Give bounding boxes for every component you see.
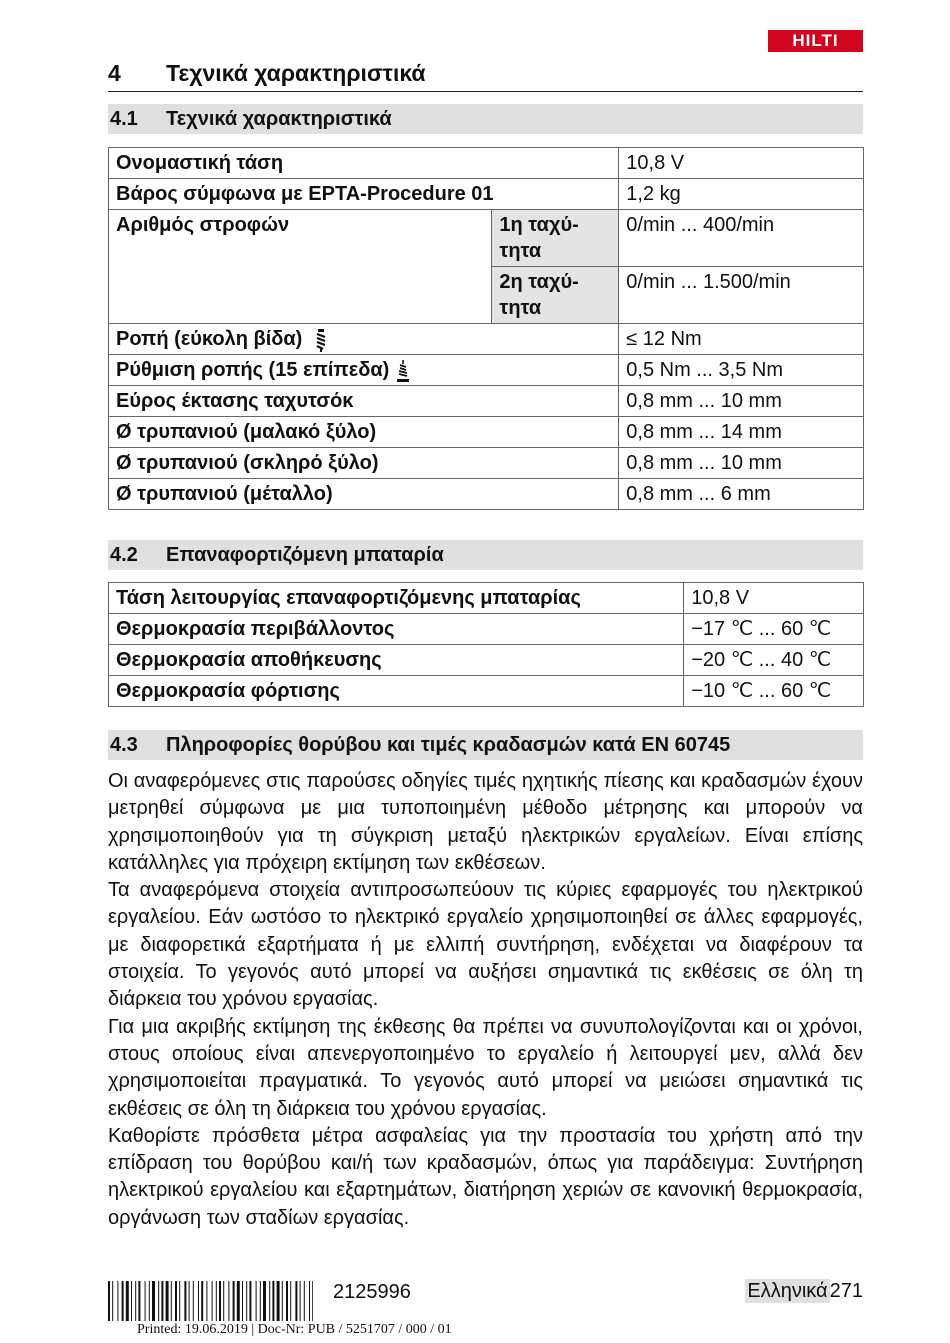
row-label: Αριθμός στροφών [109,210,492,324]
paragraph: Οι αναφερόμενες στις παρούσες οδηγίες τιμές ηχητικής πίεσης και κραδασμών έχουν μετρηθεί σύμφωνα με μια τυποποιημένη μέθοδο μέτρησης και μπορούν να χρησιμοποιηθούν για τη σύγκριση μεταξύ ηλεκτρικών εργαλείων. Είναι επίσης κατάλληλες για πρόχειρη εκτίμηση των εκθέσεων. [108,770,863,874]
row-value: 0,8 mm ... 6 mm [619,479,864,510]
row-label: Ονομαστική τάση [109,148,619,179]
table-row [109,179,864,210]
print-info: Printed: 19.06.2019 | Doc-Nr: PUB / 5251707 / 000 / 01 [137,1322,452,1337]
row-label: Θερμοκρασία αποθήκευσης [109,645,684,676]
screw-icon [314,328,328,352]
row-value: 1,2 kg [619,179,864,210]
technical-data-table [108,147,864,510]
table-row [109,148,864,179]
row-label: Ρύθμιση ροπής (15 επίπεδα) [116,359,390,381]
chapter-heading [108,58,863,92]
barcode [108,1281,313,1321]
section-title: Τεχνικά χαρακτηριστικά [166,108,392,130]
row-value: −10 ℃ ... 60 ℃ [684,676,864,707]
section-number: 4.3 [110,734,138,756]
torque-screw-icon [397,360,409,382]
section-heading-4-2 [108,540,863,570]
section-number: 4.2 [110,544,138,566]
language-label: Ελληνικά [747,1280,828,1302]
row-value: 0,8 mm ... 14 mm [619,417,864,448]
row-label: Θερμοκρασία φόρτισης [109,676,684,707]
row-value: 0/min ... 400/min [619,210,864,267]
row-label: Εύρος έκτασης ταχυτσόκ [109,386,619,417]
row-value: −17 ℃ ... 60 ℃ [684,614,864,645]
row-value: 0/min ... 1.500/min [619,267,864,324]
chapter-number: 4 [108,60,121,86]
row-value: 10,8 V [684,583,864,614]
row-value: −20 ℃ ... 40 ℃ [684,645,864,676]
noise-vibration-text [108,768,863,1232]
section-title: Πληροφορίες θορύβου και τιμές κραδασμών κατά EN 60745 [166,734,731,756]
chapter-title: Τεχνικά χαρακτηριστικά [166,60,426,86]
table-row [109,614,864,645]
section-heading-4-1 [108,104,863,134]
row-label: Ø τρυπανιού (μαλακό ξύλο) [109,417,619,448]
row-label: Τάση λειτουργίας επαναφορτιζόμενης μπαταρίας [109,583,684,614]
row-label-cell [109,355,619,386]
paragraph: Τα αναφερόμενα στοιχεία αντιπροσωπεύουν τις κύριες εφαρμογές του ηλεκτρικού εργαλείου. Εάν ωστόσο το ηλεκτρικό εργαλείο χρησιμοποιηθεί σε άλλες εφαρμογές, με διαφορετικά εξαρτήματα ή με ελλιπή συντήρηση, ενδέχεται να διαφέρουν τα στοιχεία. Το γεγονός αυτό μπορεί να αυξήσει σημαντικά τις εκθέσεις σε όλη τη διάρκεια του χρόνου εργασίας. [108,879,863,1011]
row-label: Ø τρυπανιού (μέταλλο) [109,479,619,510]
paragraph: Για μια ακριβής εκτίμηση της έκθεσης θα πρέπει να συνυπολογίζονται και οι χρόνοι, στους οποίους είναι απενεργοποιημένο το εργαλείο ή λειτουργεί μεν, αλλά δεν χρησιμοποιείται πραγματικά. Το γεγονός αυτό μπορεί να μειώσει σημαντικά τις εκθέσεις σε όλη τη διάρκεια του χρόνου εργασίας. [108,1015,863,1120]
row-label-cell [109,324,619,355]
page-footer [745,1280,863,1303]
table-row [109,210,864,267]
page-number: 271 [829,1280,863,1302]
row-value: 0,8 mm ... 10 mm [619,448,864,479]
row-value: 0,8 mm ... 10 mm [619,386,864,417]
table-row [109,479,864,510]
table-row [109,417,864,448]
section-heading-4-3 [108,730,863,760]
section-number: 4.1 [110,108,138,130]
section-title: Επαναφορτιζόμενη μπαταρία [166,544,444,566]
table-row [109,324,864,355]
table-row [109,645,864,676]
row-label: Ροπή (εύκολη βίδα) [116,328,303,350]
hilti-logo: HILTI [768,30,863,52]
row-label: Ø τρυπανιού (σκληρό ξύλο) [109,448,619,479]
gear-1-label: 1η ταχύ- τητα [492,210,619,267]
row-label: Θερμοκρασία περιβάλλοντος [109,614,684,645]
row-label: Βάρος σύμφωνα με EPTA-Procedure 01 [109,179,619,210]
document-number: 2125996 [333,1281,411,1303]
row-value: 0,5 Nm ... 3,5 Nm [619,355,864,386]
row-value: 10,8 V [619,148,864,179]
battery-data-table [108,582,864,707]
gear-2-label: 2η ταχύ- τητα [492,267,619,324]
table-row [109,583,864,614]
row-value: ≤ 12 Nm [619,324,864,355]
table-row [109,448,864,479]
paragraph: Καθορίστε πρόσθετα μέτρα ασφαλείας για την προστασία του χρήστη από την επίδραση του θορύβου και/ή των κραδασμών, όπως για παράδειγμα: Συντήρηση ηλεκτρικού εργαλείου και εξαρτημάτων, διατήρηση χεριών σε κανονική θερμοκρασία, οργάνωση των σταδίων εργασίας. [108,1124,863,1229]
table-row [109,355,864,386]
table-row [109,676,864,707]
table-row [109,386,864,417]
